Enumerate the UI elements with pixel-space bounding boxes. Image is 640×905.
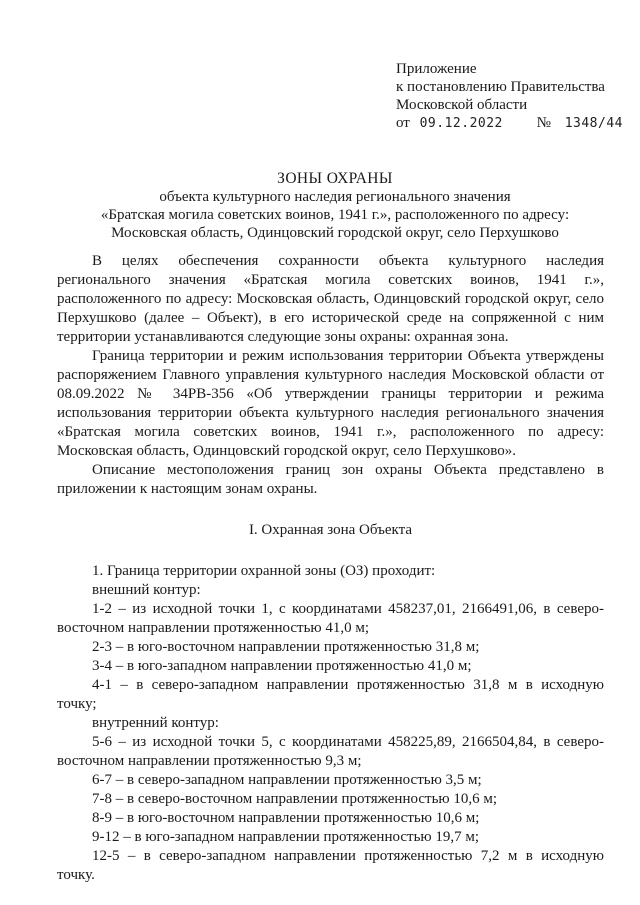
title-line-3: «Братская могила советских воинов, 1941 г.», расположенного по адресу:: [100, 207, 570, 223]
appendix-line-3: Московской области: [396, 97, 528, 113]
date-prefix: от: [396, 115, 410, 131]
inner-segment-3: 7-8 – в северо-восточном направлении протяженностью 10,6 м;: [92, 791, 498, 807]
inner-contour-label: внутренний контур:: [92, 715, 219, 731]
paragraph-2: Граница территории и режим использования территории Объекта утверждены распоряжением Главного управления культурного наследия Московской области от 08.09.2022 № 34РВ-356 «Об утверждении границы территории и режима использования территории объекта культурного наследия регионального значения «Братская могила советских воинов, 1941 г.», расположенного по адресу: Московская область, Одинцовский городской округ, село Перхушково».: [57, 348, 604, 459]
title-line-4: Московская область, Одинцовский городской округ, село Перхушково: [111, 225, 559, 241]
appendix-line-2: к постановлению Правительства: [396, 79, 605, 95]
inner-segment-2: 6-7 – в северо-западном направлении протяженностью 3,5 м;: [92, 772, 482, 788]
appendix-header: [396, 60, 623, 133]
document-body: [57, 252, 604, 885]
inner-segment-1: 5-6 – из исходной точки 5, с координатами 458225,89, 2166504,84, в северо-восточном направлении протяженностью 9,3 м;: [57, 734, 604, 769]
inner-segment-4: 8-9 – в юго-восточном направлении протяженностью 10,6 м;: [92, 810, 480, 826]
inner-segment-5: 9-12 – в юго-западном направлении протяженностью 19,7 м;: [92, 829, 480, 845]
section-title: I. Охранная зона Объекта: [248, 522, 413, 538]
document-title: [70, 170, 600, 242]
number-sign: №: [536, 115, 551, 131]
outer-contour-label: внешний контур:: [92, 582, 201, 598]
date-value: 09.12.2022: [419, 116, 503, 131]
outer-segment-1: 1-2 – из исходной точки 1, с координатами 458237,01, 2166491,06, в северо-восточном направлении протяженностью 41,0 м;: [57, 601, 604, 636]
paragraph-3: Описание местоположения границ зон охраны Объекта представлено в приложении к настоящим зонам охраны.: [57, 462, 604, 497]
zone-item-1: 1. Граница территории охранной зоны (ОЗ) проходит:: [92, 563, 436, 579]
appendix-line-1: Приложение: [396, 61, 477, 77]
outer-segment-2: 2-3 – в юго-восточном направлении протяженностью 31,8 м;: [92, 639, 480, 655]
paragraph-1: В целях обеспечения сохранности объекта культурного наследия регионального значения «Братская могила советских воинов, 1941 г.», расположенного по адресу: Московская область, Одинцовский городской округ, село Перхушково (далее – Объект), в его исторической среде на сопряженной с ним территории устанавливаются следующие зоны охраны: охранная зона.: [57, 253, 604, 345]
outer-segment-4: 4-1 – в северо-западном направлении протяженностью 31,8 м в исходную точку;: [57, 677, 604, 712]
number-value: 1348/44: [564, 116, 623, 131]
outer-segment-3: 3-4 – в юго-западном направлении протяженностью 41,0 м;: [92, 658, 472, 674]
title-line-2: объекта культурного наследия регионального значения: [159, 189, 511, 205]
title-line-1: ЗОНЫ ОХРАНЫ: [277, 170, 393, 187]
appendix-date-line: [396, 114, 623, 133]
inner-segment-6: 12-5 – в северо-западном направлении протяженностью 7,2 м в исходную точку.: [57, 848, 604, 883]
